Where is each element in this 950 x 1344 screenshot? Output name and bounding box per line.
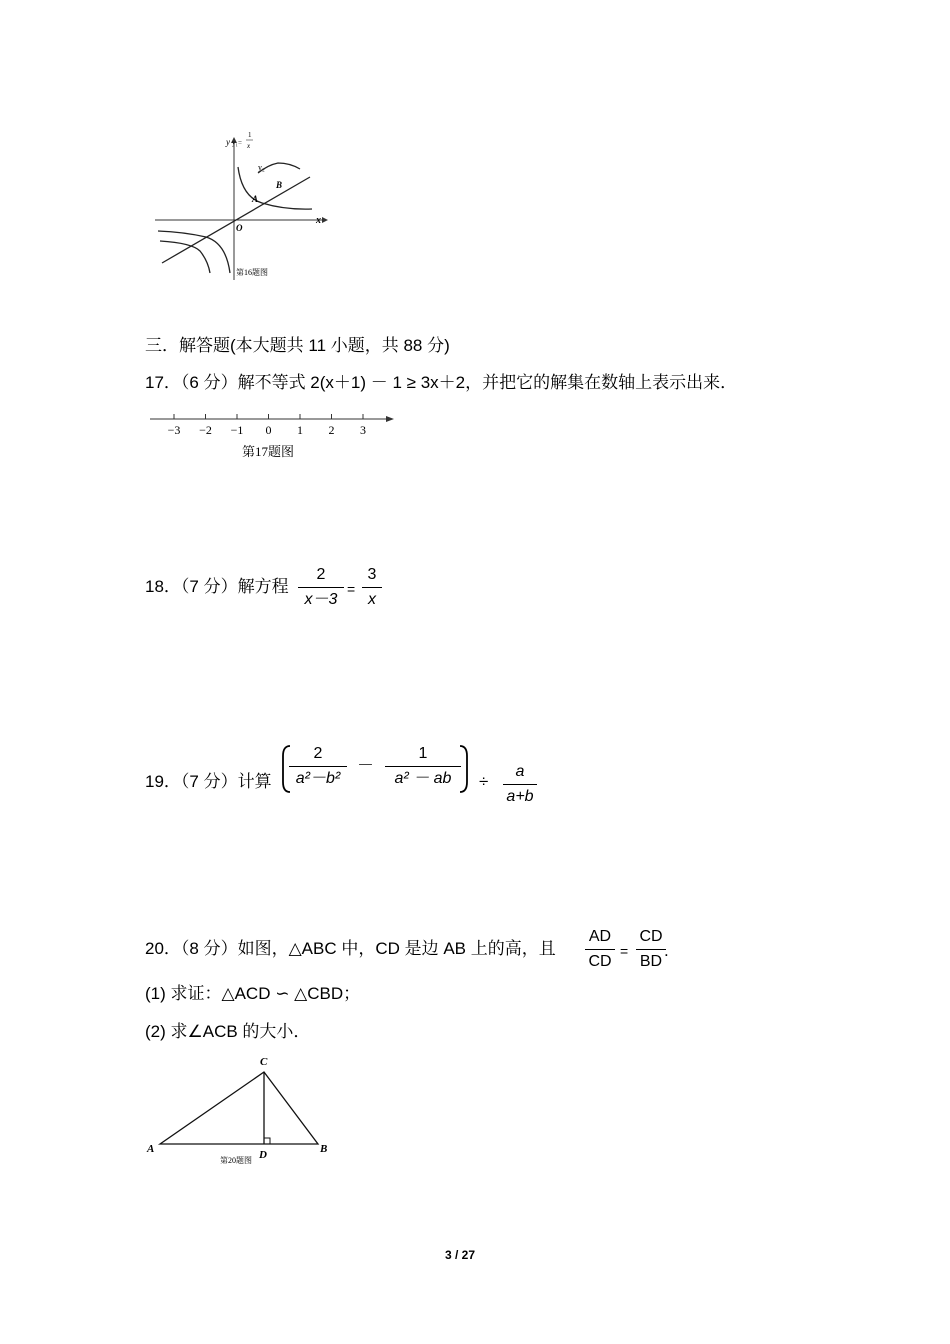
q19-fraction-3-denominator: a+b (506, 788, 534, 805)
q18-rhs-fraction (362, 565, 382, 610)
question-17-text: 17．（6 分）解不等式 2(x＋1) － 1 ≥ 3x＋2，并把它的解集在数轴上表示出来． (145, 373, 738, 392)
q18-rhs-fraction-bar (362, 587, 382, 588)
q20-period: . (664, 941, 669, 960)
q19-fraction-3-numerator: a (515, 763, 525, 780)
figure-16 (150, 125, 340, 285)
number-line-tick-label: 2 (328, 423, 335, 437)
q20-fraction-1 (585, 927, 615, 972)
q20-fraction-2-numerator: CD (639, 928, 663, 945)
q18-lhs-numerator: 2 (316, 566, 326, 583)
question-20-part-2: (2) 求∠ACB 的大小． (145, 1022, 311, 1041)
q19-minus: － (357, 756, 374, 775)
q20-fraction-2-bar (636, 949, 666, 950)
q19-divide: ÷ (479, 772, 489, 791)
q20-fraction-1-numerator: AD (588, 928, 612, 945)
q19-fraction-1-denominator: a²－b² (295, 770, 341, 787)
fig20-label-c: C (260, 1056, 268, 1068)
fig20-label-b: B (320, 1143, 328, 1155)
triangle-abc (160, 1072, 318, 1144)
question-19-prefix: 19．（7 分）计算 (145, 772, 272, 791)
hyperbola-y2-q3 (160, 241, 210, 273)
fig16-y-label: y (226, 137, 230, 147)
figure-20-triangle (140, 1052, 340, 1172)
x-axis-arrow (322, 217, 328, 223)
question-18-prefix: 18．（7 分）解方程 (145, 577, 289, 596)
number-line-tick-label: −1 (230, 423, 244, 437)
section-3-heading: 三．解答题(本大题共 11 小题，共 88 分) (145, 336, 450, 355)
fig20-caption: 第20题图 (220, 1156, 252, 1165)
fig16-y1-den: x (247, 142, 251, 150)
fig16-origin-label: O (236, 223, 243, 233)
q18-rhs-numerator: 3 (367, 566, 377, 583)
fig20-label-a: A (147, 1143, 155, 1155)
q20-fraction-1-denominator: CD (588, 953, 612, 970)
q18-lhs-denominator: x－3 (304, 591, 338, 608)
q19-fraction-1-bar (289, 766, 347, 767)
fig16-y1-num: 1 (248, 131, 252, 139)
fig16-y2-label: y₂ (258, 163, 265, 172)
number-line-tick-label: −2 (199, 423, 212, 437)
q19-fraction-2-bar (385, 766, 461, 767)
q18-lhs-fraction (298, 565, 344, 610)
fig16-point-a-label: A (252, 194, 259, 204)
q19-fraction-1-numerator: 2 (313, 745, 323, 762)
q19-fraction-3-bar (503, 784, 537, 785)
fig16-caption: 第16题图 (236, 268, 268, 277)
fig16-y1-label: y₁= (232, 139, 242, 147)
number-line-17 (148, 408, 403, 468)
hyperbola-y1-q3 (158, 231, 230, 273)
q19-fraction-2-denominator: a² － ab (394, 770, 452, 787)
number-line-tick-label: 3 (360, 423, 366, 437)
q19-fraction-1 (289, 744, 347, 789)
fig16-x-label: x (316, 215, 321, 226)
q20-equals: = (620, 943, 629, 959)
q18-equals: = (347, 581, 356, 597)
number-line-tick-label: 1 (297, 423, 303, 437)
q19-fraction-2-numerator: 1 (418, 745, 428, 762)
q18-lhs-fraction-bar (298, 587, 344, 588)
question-20-part-1: (1) 求证：△ACD ∽ △CBD； (145, 984, 361, 1003)
q19-fraction-3 (503, 762, 537, 807)
q20-fraction-1-bar (585, 949, 615, 950)
fig16-point-b-label: B (276, 180, 283, 190)
q19-fraction-2 (385, 744, 461, 789)
page-number: 3 / 27 (445, 1248, 476, 1262)
right-angle-mark (264, 1138, 270, 1144)
number-line-tick-label: −3 (167, 423, 181, 437)
fig20-label-d: D (259, 1149, 267, 1161)
q18-rhs-denominator: x (368, 591, 376, 608)
q20-fraction-2-denominator: BD (639, 953, 663, 970)
hyperbola-y1-q1 (238, 167, 312, 209)
fig17-caption: 第17题图 (242, 444, 295, 459)
number-line-tick-label: 0 (265, 423, 272, 437)
q20-fraction-2 (636, 927, 666, 972)
q19-right-paren (458, 744, 470, 794)
question-20-prefix: 20．（8 分）如图，△ABC 中，CD 是边 AB 上的高，且 (145, 939, 556, 958)
number-line-arrow (386, 416, 394, 422)
